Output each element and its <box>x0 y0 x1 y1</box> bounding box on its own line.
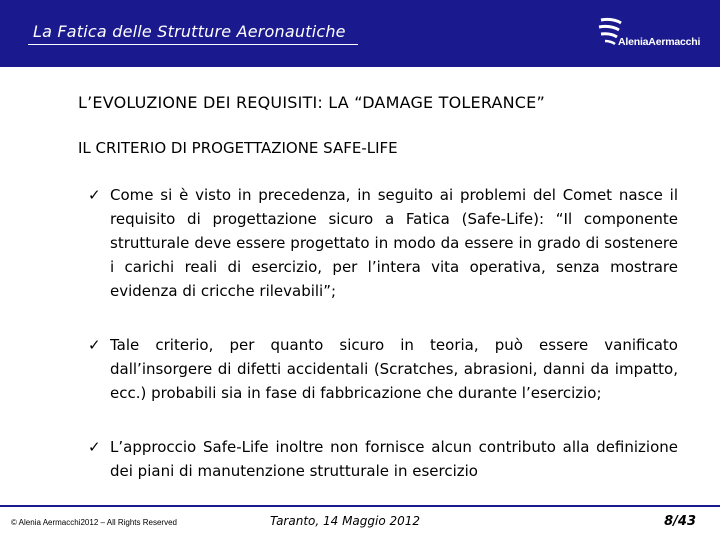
bullet-list <box>88 183 678 483</box>
bullet-item <box>88 183 678 303</box>
footer-divider <box>0 505 720 507</box>
bullet-text: Tale criterio, per quanto sicuro in teoria, può essere vanificato dall’insorgere di difetti accidentali (Scratches, abrasioni, danni da impatto, ecc.) probabili sia in fase di fabbricazione che durante l’esercizio; <box>110 336 678 402</box>
footer-copyright: © Alenia Aermacchi2012 – All Rights Reserved <box>11 518 177 527</box>
bullet-item <box>88 435 678 483</box>
footer-place-date: Taranto, 14 Maggio 2012 <box>270 514 421 528</box>
bullet-text: L’approccio Safe-Life inoltre non fornisce alcun contributo alla definizione dei piani di manutenzione strutturale in esercizio <box>110 438 678 480</box>
slide-title: L’EVOLUZIONE DEI REQUISITI: LA “DAMAGE TOLERANCE” <box>78 93 545 112</box>
slide-subtitle: IL CRITERIO DI PROGETTAZIONE SAFE-LIFE <box>78 139 398 157</box>
header-underline <box>28 44 358 45</box>
header-title: La Fatica delle Strutture Aeronautiche <box>33 22 346 41</box>
company-logo <box>597 14 717 54</box>
bullet-item <box>88 333 678 405</box>
check-icon: ✓ <box>88 336 101 354</box>
check-icon: ✓ <box>88 186 101 204</box>
check-icon: ✓ <box>88 438 101 456</box>
header-bar <box>0 0 720 67</box>
footer-page-number: 8/43 <box>664 514 696 529</box>
logo-text: AleniaAermacchi <box>618 36 701 48</box>
bullet-text: Come si è visto in precedenza, in seguito ai problemi del Comet nasce il requisito di progettazione sicuro a Fatica (Safe-Life): “Il componente strutturale deve essere progettato in modo da essere in grado di sostenere i carichi reali di esercizio, per l’intera vita operativa, senza mostrare evidenza di cricche rilevabili”; <box>110 186 678 300</box>
